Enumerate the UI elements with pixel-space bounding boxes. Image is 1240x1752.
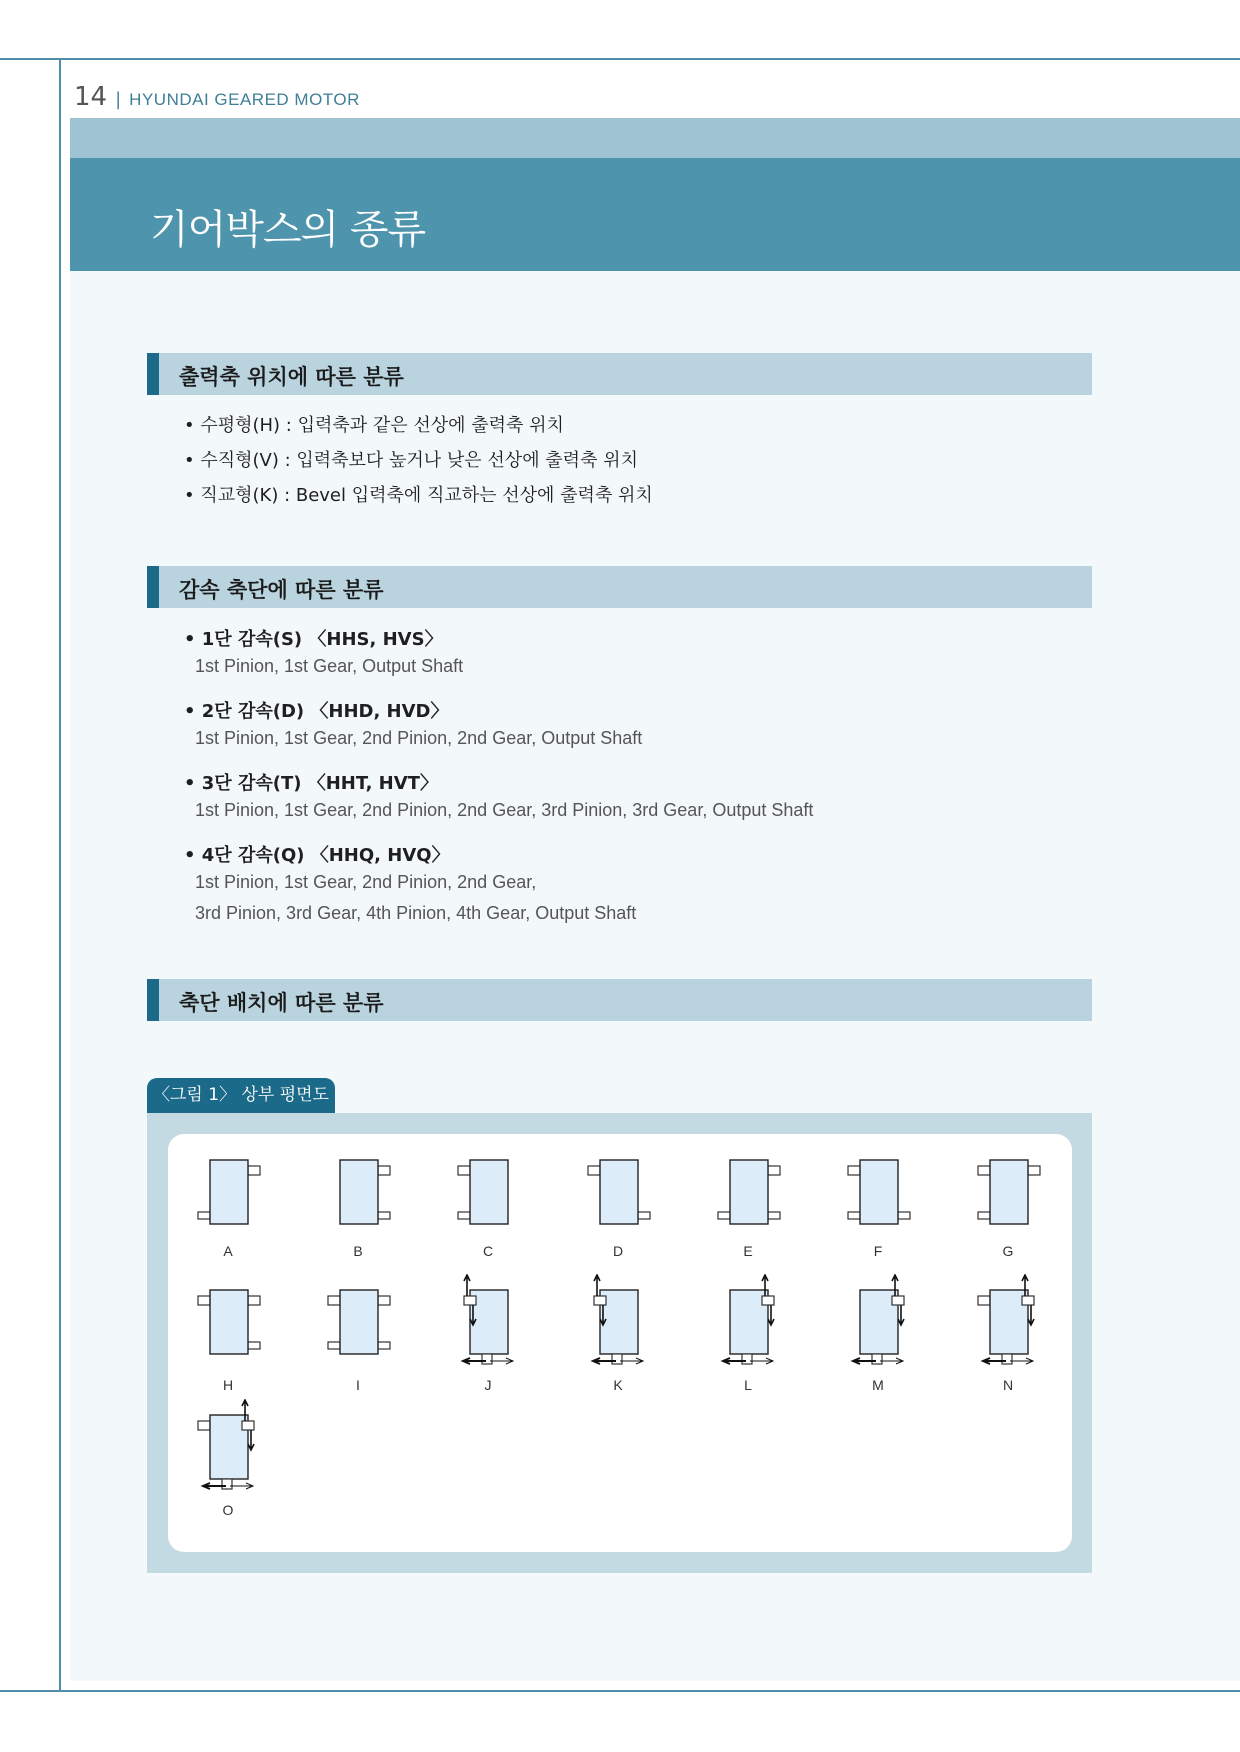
gearbox-body bbox=[470, 1160, 508, 1224]
gearbox-outline bbox=[168, 1274, 288, 1374]
shaft-top-right bbox=[248, 1166, 260, 1175]
shaft-top-right bbox=[1028, 1166, 1040, 1175]
shaft-top-left bbox=[978, 1166, 990, 1175]
diagram-a bbox=[168, 1150, 288, 1270]
gearbox-body bbox=[860, 1160, 898, 1224]
gearbox-body bbox=[600, 1160, 638, 1224]
shaft-bottom-left bbox=[848, 1212, 860, 1219]
gearbox-body bbox=[730, 1160, 768, 1224]
section-heading-text: 출력축 위치에 따른 분류 bbox=[179, 365, 404, 389]
diagram-label: I bbox=[356, 1377, 360, 1393]
stage-description: 1st Pinion, 1st Gear, 2nd Pinion, 2nd Gear, Output Shaft bbox=[195, 728, 643, 748]
section-heading-text: 축단 배치에 따른 분류 bbox=[179, 991, 384, 1015]
diagram-label: B bbox=[353, 1243, 363, 1259]
diagram-label: G bbox=[1002, 1243, 1014, 1259]
shaft-top-left bbox=[848, 1166, 860, 1175]
stage-title: • 2단 감속(D) 〈HHD, HVD〉 bbox=[184, 701, 449, 722]
shaft-top-left bbox=[458, 1166, 470, 1175]
diagram-i bbox=[298, 1274, 418, 1394]
section-heading-text: 감속 축단에 따른 분류 bbox=[179, 578, 384, 602]
shaft-top-left bbox=[198, 1421, 210, 1430]
shaft-bottom-right bbox=[378, 1212, 390, 1219]
gearbox-body bbox=[210, 1160, 248, 1224]
list-item: • 수직형(V) : 입력축보다 높거나 낮은 선상에 출력축 위치 bbox=[184, 450, 638, 471]
shaft-bottom-left bbox=[198, 1212, 210, 1219]
diagram-n bbox=[948, 1274, 1068, 1394]
gearbox-body bbox=[210, 1290, 248, 1354]
vertical-shaft bbox=[464, 1296, 476, 1305]
diagram-l bbox=[688, 1274, 808, 1394]
diagram-k bbox=[558, 1274, 678, 1394]
arrow-down-icon bbox=[1028, 1305, 1034, 1325]
gearbox-outline bbox=[558, 1274, 678, 1374]
title-band-top bbox=[70, 118, 1240, 158]
shaft-top-left bbox=[328, 1296, 340, 1305]
diagram-h bbox=[168, 1274, 288, 1394]
diagram-b bbox=[298, 1150, 418, 1270]
gearbox-outline bbox=[558, 1150, 678, 1250]
diagram-c bbox=[428, 1150, 548, 1270]
page-number: 14 bbox=[74, 82, 108, 112]
output-shaft bbox=[872, 1354, 882, 1364]
top-rule bbox=[0, 58, 1240, 60]
diagram-label: J bbox=[484, 1377, 492, 1393]
shaft-top-right bbox=[378, 1296, 390, 1305]
section-marker bbox=[147, 566, 159, 608]
section-heading-reduction-stage bbox=[147, 566, 1092, 608]
stage-title: • 1단 감속(S) 〈HHS, HVS〉 bbox=[184, 629, 443, 650]
diagram-label: M bbox=[872, 1377, 884, 1393]
diagram-m bbox=[818, 1274, 938, 1394]
figure-caption: 〈그림 1〉 상부 평면도 bbox=[147, 1078, 335, 1113]
arrow-right-icon bbox=[230, 1483, 253, 1489]
gearbox-outline bbox=[428, 1150, 548, 1250]
diagram-label: O bbox=[222, 1502, 234, 1518]
output-shaft bbox=[1002, 1354, 1012, 1364]
shaft-top-right bbox=[768, 1166, 780, 1175]
shaft-bottom-right bbox=[248, 1342, 260, 1349]
gearbox-outline bbox=[818, 1150, 938, 1250]
gearbox-outline bbox=[298, 1150, 418, 1250]
shaft-top-right bbox=[248, 1296, 260, 1305]
gearbox-outline bbox=[688, 1274, 808, 1374]
diagram-label: L bbox=[744, 1377, 752, 1393]
arrow-right-icon bbox=[1010, 1358, 1033, 1364]
gearbox-outline bbox=[818, 1274, 938, 1374]
vertical-shaft bbox=[892, 1296, 904, 1305]
diagram-label: K bbox=[613, 1377, 623, 1393]
section-heading-output-shaft bbox=[147, 353, 1092, 395]
diagram-g bbox=[948, 1150, 1068, 1270]
shaft-top-left bbox=[588, 1166, 600, 1175]
shaft-bottom-left bbox=[718, 1212, 730, 1219]
shaft-top-right bbox=[378, 1166, 390, 1175]
diagram-d bbox=[558, 1150, 678, 1270]
section-marker bbox=[147, 979, 159, 1021]
stage-description: 1st Pinion, 1st Gear, 2nd Pinion, 2nd Gear, bbox=[195, 872, 537, 892]
arrow-right-icon bbox=[880, 1358, 903, 1364]
gearbox-body bbox=[990, 1160, 1028, 1224]
page-title: 기어박스의 종류 bbox=[150, 207, 426, 253]
shaft-bottom-right bbox=[768, 1212, 780, 1219]
arrow-down-icon bbox=[768, 1305, 774, 1325]
arrow-right-icon bbox=[750, 1358, 773, 1364]
arrow-up-icon bbox=[594, 1275, 600, 1296]
stage-title: • 3단 감속(T) 〈HHT, HVT〉 bbox=[184, 773, 438, 794]
vertical-shaft bbox=[762, 1296, 774, 1305]
diagram-label: E bbox=[743, 1243, 753, 1259]
left-rule bbox=[59, 58, 61, 1692]
diagram-f bbox=[818, 1150, 938, 1270]
arrow-up-icon bbox=[464, 1275, 470, 1296]
bottom-rule bbox=[0, 1690, 1240, 1692]
vertical-shaft bbox=[594, 1296, 606, 1305]
list-item: • 수평형(H) : 입력축과 같은 선상에 출력축 위치 bbox=[184, 415, 564, 436]
output-shaft bbox=[482, 1354, 492, 1364]
gearbox-outline bbox=[298, 1274, 418, 1374]
stage-description: 3rd Pinion, 3rd Gear, 4th Pinion, 4th Gear, Output Shaft bbox=[195, 903, 637, 923]
gearbox-outline bbox=[428, 1274, 548, 1374]
diagram-e bbox=[688, 1150, 808, 1270]
diagram-label: H bbox=[222, 1377, 234, 1393]
shaft-top-left bbox=[978, 1296, 990, 1305]
list-item: • 직교형(K) : Bevel 입력축에 직교하는 선상에 출력축 위치 bbox=[184, 485, 653, 506]
shaft-bottom-left bbox=[458, 1212, 470, 1219]
section-marker bbox=[147, 353, 159, 395]
shaft-bottom-right bbox=[898, 1212, 910, 1219]
diagram-o bbox=[168, 1399, 288, 1519]
section-heading-shaft-arrangement bbox=[147, 979, 1092, 1021]
arrow-down-icon bbox=[898, 1305, 904, 1325]
diagram-label: A bbox=[223, 1243, 233, 1259]
page-header bbox=[74, 82, 360, 112]
gearbox-body bbox=[340, 1160, 378, 1224]
gearbox-body bbox=[340, 1290, 378, 1354]
stage-description: 1st Pinion, 1st Gear, 2nd Pinion, 2nd Gear, 3rd Pinion, 3rd Gear, Output Shaft bbox=[195, 800, 814, 820]
output-shaft bbox=[742, 1354, 752, 1364]
vertical-shaft bbox=[242, 1421, 254, 1430]
diagram-label: D bbox=[612, 1243, 624, 1259]
shaft-bottom-right bbox=[638, 1212, 650, 1219]
diagram-label: C bbox=[482, 1243, 494, 1259]
gearbox-outline bbox=[168, 1150, 288, 1250]
stage-description: 1st Pinion, 1st Gear, Output Shaft bbox=[195, 656, 464, 676]
diagram-label: N bbox=[1002, 1377, 1014, 1393]
gearbox-outline bbox=[948, 1150, 1068, 1250]
header-separator: | bbox=[115, 89, 122, 110]
gearbox-outline bbox=[688, 1150, 808, 1250]
shaft-bottom-left bbox=[328, 1342, 340, 1349]
shaft-bottom-left bbox=[978, 1212, 990, 1219]
shaft-bottom-right bbox=[378, 1342, 390, 1349]
gearbox-outline bbox=[168, 1399, 288, 1499]
arrow-down-icon bbox=[248, 1430, 254, 1450]
output-shaft bbox=[612, 1354, 622, 1364]
brand-name: HYUNDAI GEARED MOTOR bbox=[129, 90, 360, 109]
diagram-label: F bbox=[873, 1243, 883, 1259]
diagram-j bbox=[428, 1274, 548, 1394]
vertical-shaft bbox=[1022, 1296, 1034, 1305]
output-shaft bbox=[222, 1479, 232, 1489]
arrow-right-icon bbox=[620, 1358, 643, 1364]
shaft-top-left bbox=[198, 1296, 210, 1305]
gearbox-outline bbox=[948, 1274, 1068, 1374]
stage-title: • 4단 감속(Q) 〈HHQ, HVQ〉 bbox=[184, 845, 450, 866]
arrow-right-icon bbox=[490, 1358, 513, 1364]
